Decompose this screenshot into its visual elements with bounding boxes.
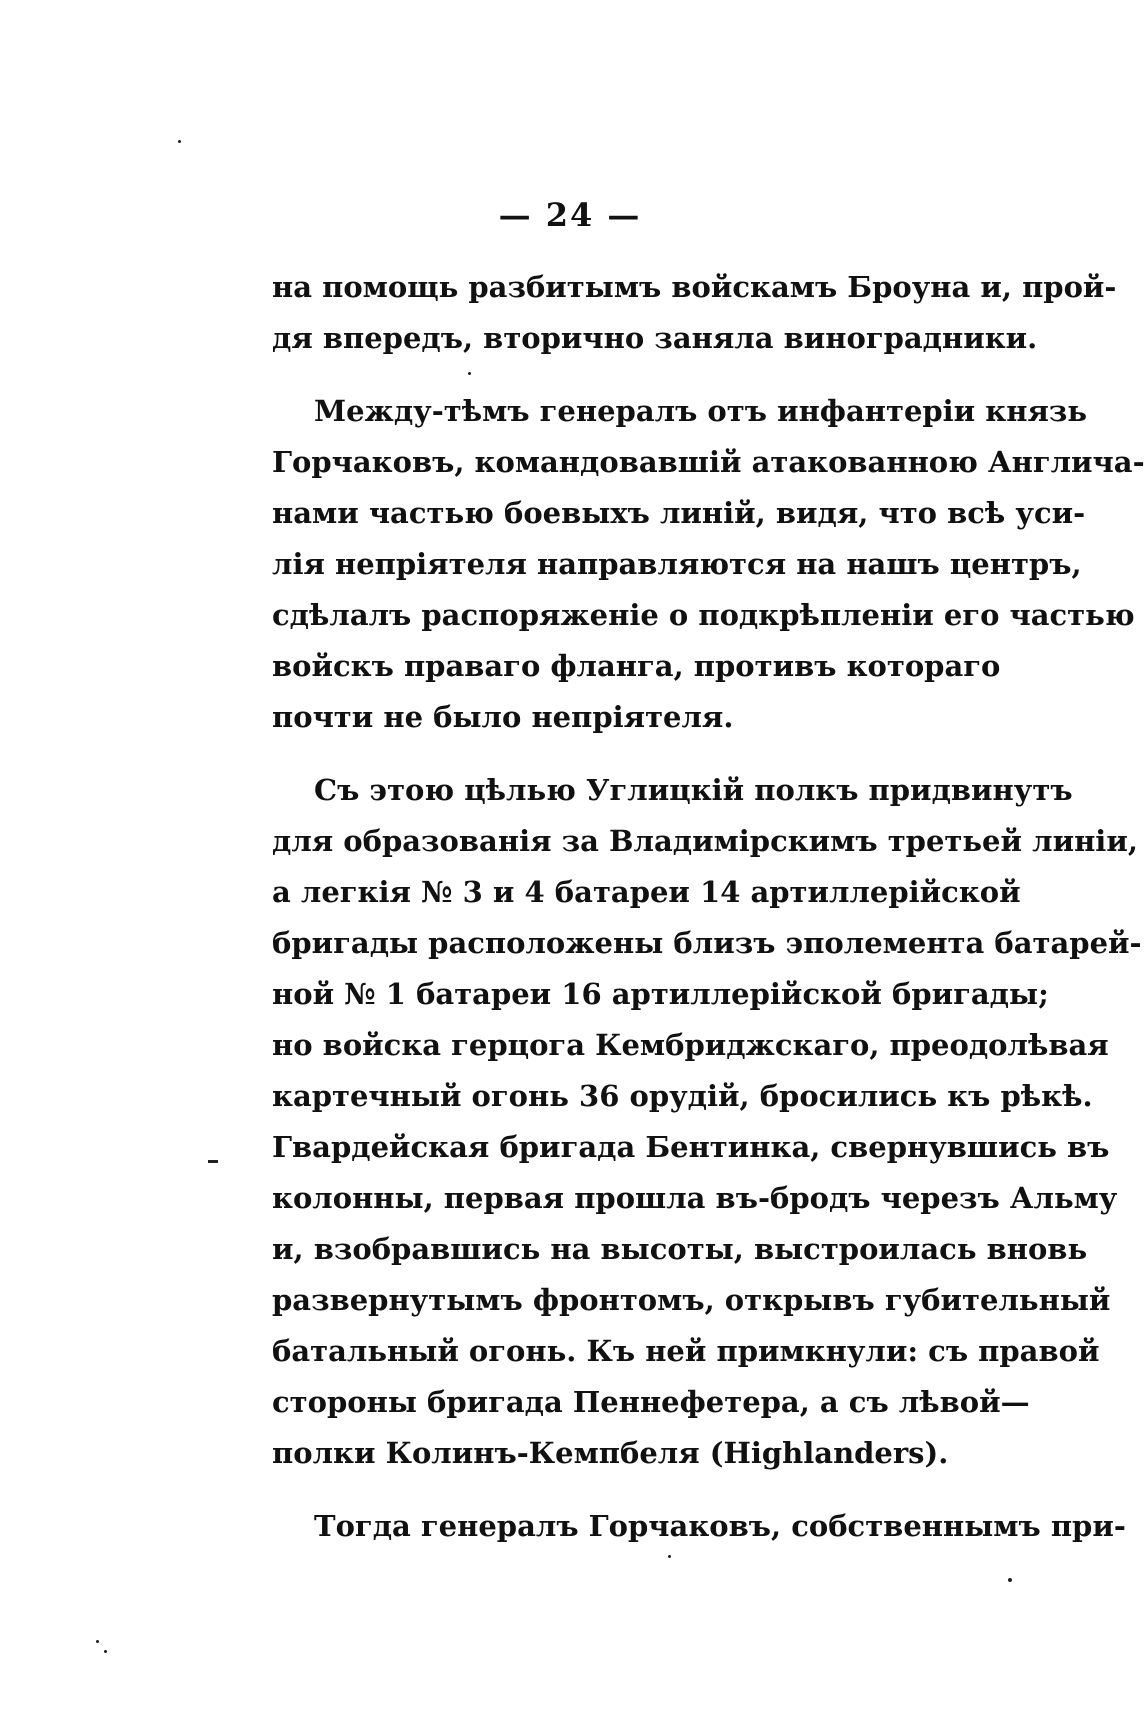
page-number: — 24 — [498,196,642,234]
text-line: на помощь разбитымъ войскамъ Броуна и, прой- [272,270,1117,304]
text-line: войскъ праваго фланга, противъ котораго [272,649,1001,683]
text-line: а легкія № 3 и 4 батареи 14 артиллерійской [272,875,1021,909]
text-line: сдѣлалъ распоряженіе о подкрѣпленіи его частью [272,598,1135,632]
text-line: но войска герцога Кембриджскаго, преодолѣвая [272,1028,1109,1062]
scan-speck [104,1650,107,1653]
margin-mark [208,1160,218,1163]
text-line: развернутымъ фронтомъ, открывъ губительный [272,1283,1111,1317]
text-line: бригады расположены близъ эполемента батарей- [272,926,1142,960]
text-line: Между-тѣмъ генералъ отъ инфантеріи князь [314,394,1088,428]
text-line: батальный огонь. Къ ней примкнули: съ правой [272,1334,1100,1368]
paragraph-2 [272,386,1145,743]
scan-speck [668,1555,671,1558]
scan-speck [178,140,181,143]
scan-speck [1008,1578,1012,1582]
paragraph-3 [272,765,1142,1479]
text-line: и, взобравшись на высоты, выстроилась вновь [272,1232,1088,1266]
text-line: картечный огонь 36 орудій, бросились къ рѣкѣ. [272,1079,1093,1113]
text-line: Съ этою цѣлью Углицкій полкъ придвинутъ [314,773,1073,807]
text-line: Горчаковъ, командовавшій атакованною Англича- [272,445,1145,479]
text-line: дя впередъ, вторично заняла виноградники. [272,321,1038,355]
text-line: нами частью боевыхъ линій, видя, что всѣ уси- [272,496,1086,530]
scan-speck [468,372,471,375]
text-line: стороны бригада Пеннефетера, а съ лѣвой— [272,1385,1030,1419]
paragraph-1 [272,262,1117,364]
paragraph-4 [272,1501,1126,1552]
text-line: лія непріятеля направляются на нашъ центръ, [272,547,1082,581]
text-line: почти не было непріятеля. [272,700,734,734]
text-line: полки Колинъ-Кемпбеля (Highlanders). [272,1436,949,1470]
text-line: Тогда генералъ Горчаковъ, собственнымъ при- [314,1509,1126,1543]
text-line: колонны, первая прошла въ-бродъ черезъ Альму [272,1181,1118,1215]
text-line: для образованія за Владимірскимъ третьей линіи, [272,824,1138,858]
text-line: Гвардейская бригада Бентинка, свернувшись въ [272,1130,1110,1164]
body-text [272,262,1145,1552]
scan-speck [96,1640,99,1643]
text-line: ной № 1 батареи 16 артиллерійской бригады; [272,977,1049,1011]
